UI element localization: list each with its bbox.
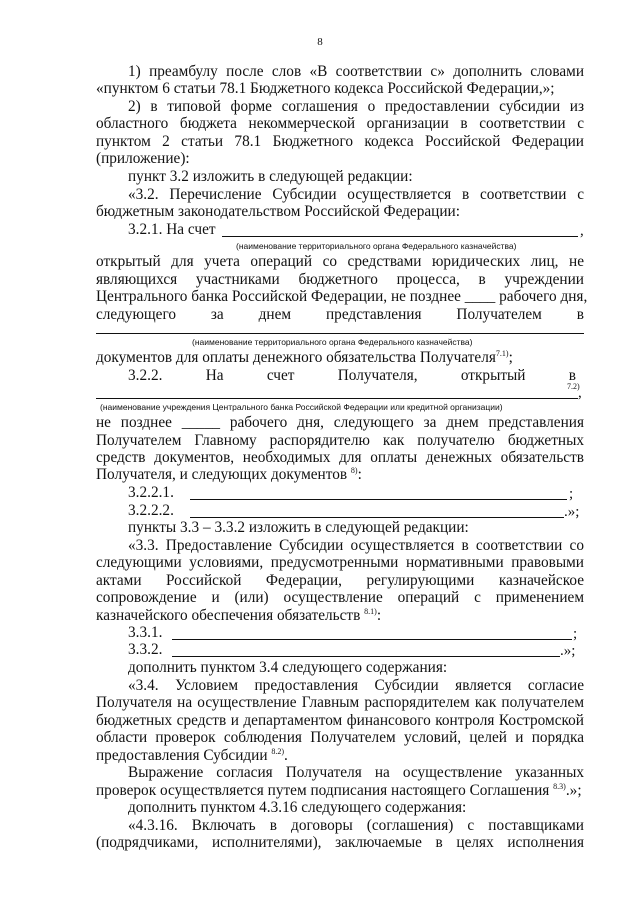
paragraph-line: (подрядчиками, исполнителями), заключаемые в целях исполнения [96,834,584,851]
paragraph-line: «4.3.16. Включать в договоры (соглашения) с поставщиками [128,817,584,834]
paragraph-line: средств документов, необходимых для оплаты денежных обязательств [96,449,584,466]
paragraph-line: «3.3. Предоставление Субсидии осуществляется в соответствии со [128,537,584,554]
page-number: 8 [317,36,323,48]
paragraph-line: не позднее _____ рабочего дня, следующего за днем представления [96,414,584,431]
fill-in-line [190,517,564,518]
paragraph-text: проверок осуществляется путем подписания настоящего Соглашения [96,782,550,799]
paragraph-line: бюджетным законодательством Российской Федерации: [96,203,460,220]
paragraph-line: пункты 3.3 – 3.3.2 изложить в следующей редакции: [128,519,469,536]
paragraph-line: (приложение): [96,150,190,167]
paragraph-line: актами Российской Федерации, регулирующими казначейское [96,572,584,589]
paragraph-line: дополнить пунктом 3.4 следующего содержания: [128,659,448,676]
paragraph-line: Получателем Главному распорядителю как получателю бюджетных [96,432,584,449]
paragraph-line: открытый для учета операций со средствами юридических лиц, не [96,253,584,270]
footnote-ref: 8.3) [553,781,566,791]
paragraph-line [96,782,582,799]
punctuation-mark: ; [573,626,578,642]
paragraph-line: следующими условиями, предусмотренными нормативными правовыми [96,554,584,571]
paragraph-line: областного бюджета некоммерческой организации в соответствии с [96,115,584,132]
paragraph-line: «3.2. Перечисление Субсидии осуществляется в соответствии с [128,186,584,203]
fill-in-line [172,639,572,640]
clause-label: 3.3.2. [128,641,163,658]
field-caption: (наименование территориального органа Федерального казначейства) [236,241,517,251]
paragraph-line: являющихся участниками бюджетного процесса, в учреждении [96,271,584,288]
paragraph-line [96,607,381,624]
clause-label: 3.3.1. [128,624,163,641]
punctuation-mark: .»; [560,643,576,659]
paragraph-line: бюджетных средств и департаментом финансового контроля Костромской [96,712,584,729]
punctuation-mark: .»; [564,504,580,520]
punctuation-mark: ; [508,349,513,366]
paragraph-line: Центрального банка Российской Федерации, не позднее ____ рабочего дня, [96,288,588,305]
footnote-ref: 7.1) [495,348,509,358]
paragraph-text: Получателя, и следующих документов [96,466,348,483]
paragraph-line: «3.4. Условием предоставления Субсидии является согласие [128,677,584,694]
paragraph-line: «пунктом 6 статьи 78.1 Бюджетного кодекса Российской Федерации,»; [96,80,555,97]
paragraph-line: области проверок соблюдения Получателем условий, целей и порядка [96,729,584,746]
paragraph-text: предоставления Субсидии [96,747,268,764]
paragraph-text: казначейского обеспечения обязательств [96,607,361,624]
paragraph-line: 1) преамбулу после слов «В соответствии с» дополнить словами [128,63,584,80]
punctuation-mark: ; [569,486,574,502]
punctuation-mark: , [578,385,582,401]
paragraph-line: сопровождение и (или) осуществление операций с применением [96,589,584,606]
clause-label: 3.2.2.2. [128,502,174,519]
paragraph-text: документов для оплаты денежного обязательства Получателя [96,349,496,366]
fill-in-line [172,656,560,657]
paragraph-line [96,349,513,366]
paragraph-line: следующего за днем представления Получателем в [96,306,584,323]
punctuation-mark: , [580,223,584,239]
clause-3-2-1-label: 3.2.1. На счет [128,221,216,238]
footnote-ref: 7.2) [567,382,580,391]
paragraph-line: Получателя на осуществление Главным распорядителем как получателем [96,694,584,711]
fill-in-line [96,398,578,399]
paragraph-line: дополнить пунктом 4.3.16 следующего содержания: [128,799,467,816]
paragraph-line: Выражение согласия Получателя на осуществление указанных [128,764,584,781]
fill-in-line [190,499,567,500]
punctuation-mark: .»; [565,782,582,799]
paragraph-line: 3.2.2. На счет Получателя, открытый в [128,367,576,384]
paragraph-line: пункт 3.2 изложить в следующей редакции: [128,168,413,185]
paragraph-line [96,466,362,483]
paragraph-line [96,747,288,764]
fill-in-line [96,333,584,334]
punctuation-mark: : [376,607,382,624]
footnote-ref: 8) [350,465,358,475]
field-caption: (наименование территориального органа Федерального казначейства) [192,337,473,347]
footnote-ref: 8.2) [271,746,285,756]
punctuation-mark: . [284,747,288,764]
footnote-ref: 8.1) [364,606,377,616]
punctuation-mark: : [357,466,362,483]
fill-in-line [222,236,578,237]
clause-label: 3.2.2.1. [128,484,174,501]
field-caption: (наименование учреждения Центрального банка Российской Федерации или кредитной организации) [100,402,503,412]
paragraph-line: 2) в типовой форме соглашения о предоставлении субсидии из [128,98,584,115]
paragraph-line: пунктом 2 статьи 78.1 Бюджетного кодекса Российской Федерации [96,133,584,150]
